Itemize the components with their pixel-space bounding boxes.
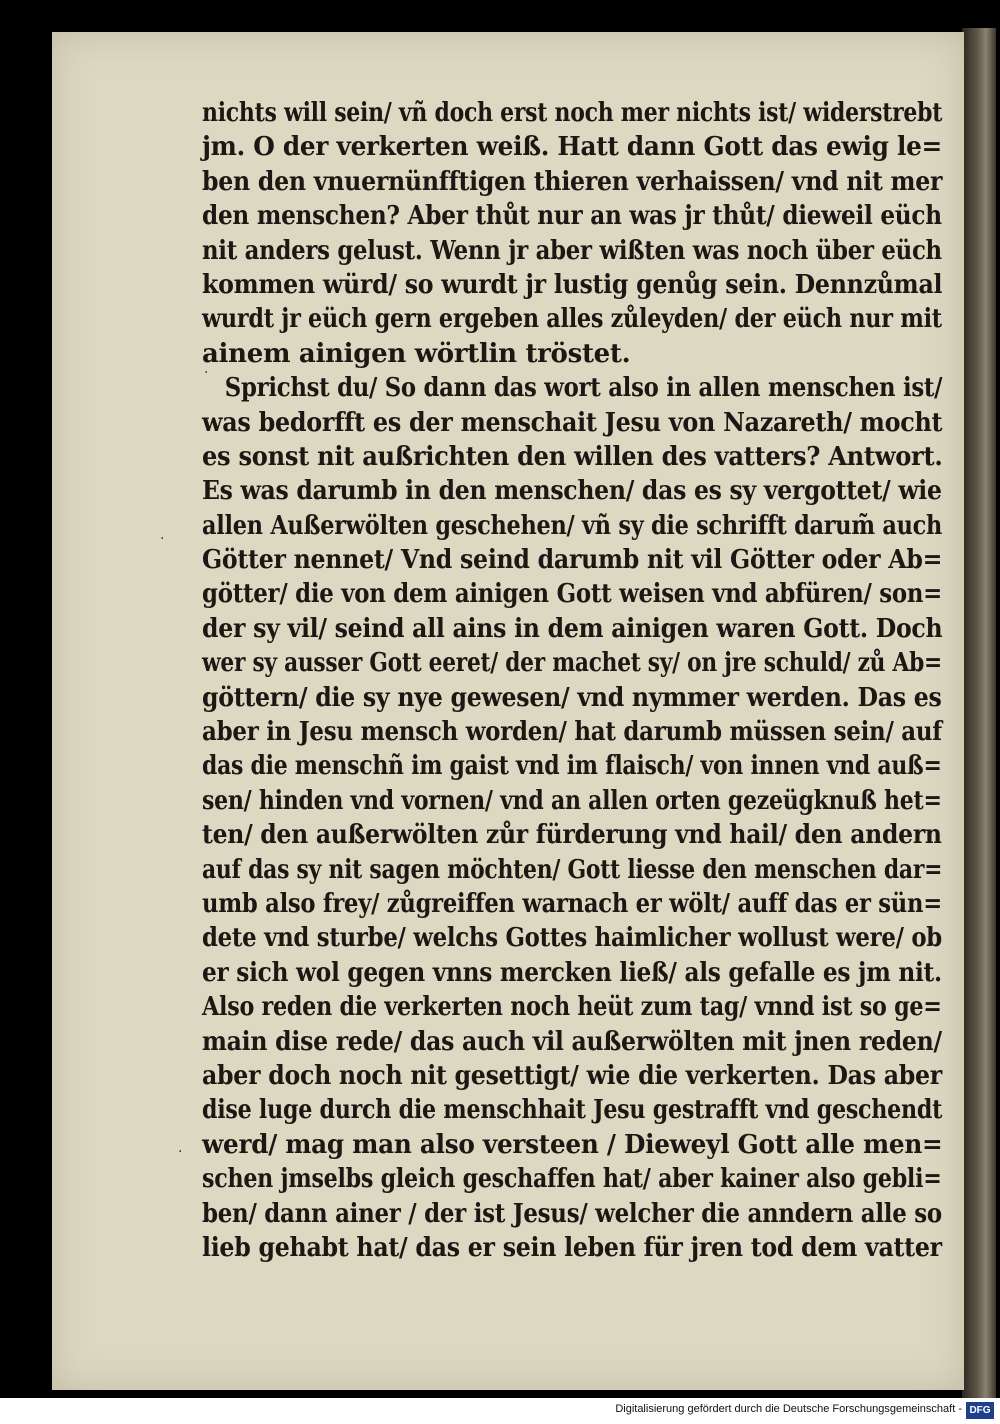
text-line: sen/ hinden vnd vornen/ vnd an allen orten gezeügknuß het= <box>202 785 942 816</box>
text-line: dise luge durch die menschhait Jesu gestrafft vnd geschendt <box>202 1095 943 1126</box>
text-line: schen jmselbs gleich geschaffen hat/ aber kainer also gebli= <box>202 1164 942 1195</box>
text-line: aber doch noch nit gesettigt/ wie die verkerten. Das aber <box>202 1060 942 1091</box>
text-line: allen Außerwölten geschehen/ vñ sy die schrifft darum̃ auch <box>202 510 943 541</box>
margin-dot: · <box>178 1144 183 1160</box>
text-line: wer sy ausser Gott eeret/ der machet sy/ on jre schuld/ zů Ab= <box>202 648 942 679</box>
dfg-logo: DFG <box>966 1402 994 1419</box>
text-line: lieb gehabt hat/ das er sein leben für jren tod dem vatter <box>202 1232 942 1263</box>
text-line: aber in Jesu mensch worden/ hat darumb müssen sein/ auf <box>202 717 942 748</box>
text-line: dete vnd sturbe/ welchs Gottes haimlicher wollust were/ ob <box>202 923 942 954</box>
text-line: göttern/ die sy nye gewesen/ vnd nymmer werden. Das es <box>202 682 942 713</box>
text-line: Es was darumb in den menschen/ das es sy vergottet/ wie <box>202 476 942 507</box>
margin-dot: · <box>204 365 209 381</box>
text-line: es sonst nit außrichten den willen des vatters? Antwort. <box>202 441 943 472</box>
book-gutter <box>962 28 996 1398</box>
text-line: ainem ainigen wörtlin tröstet. <box>202 338 631 369</box>
text-line: nichts will sein/ vñ doch erst noch mer nichts ist/ widerstrebt <box>202 98 943 128</box>
text-line: götter/ die von dem ainigen Gott weisen vnd abfüren/ son= <box>202 579 943 610</box>
book-page <box>52 32 964 1390</box>
text-line: werd/ mag man also versteen / Dieweyl Gott alle men= <box>202 1129 943 1160</box>
text-line: nit anders gelust. Wenn jr aber wißten was noch über eüch <box>202 235 942 266</box>
text-line: jm. O der verkerten weiß. Hatt dann Gott das ewig le= <box>202 132 943 163</box>
text-line: der sy vil/ seind all ains in dem ainigen waren Gott. Doch <box>202 613 943 644</box>
text-line: das die menschñ im gaist vnd im flaisch/ von innen vnd auß= <box>202 751 942 782</box>
margin-dot: · <box>160 531 165 547</box>
text-line: Götter nennet/ Vnd seind darumb nit vil Götter oder Ab= <box>202 545 943 576</box>
text-line: ten/ den außerwölten zůr fürderung vnd hail/ den andern <box>202 820 942 851</box>
text-line: den menschen? Aber thůt nur an was jr thůt/ dieweil eüch <box>202 201 942 232</box>
body-text <box>202 96 942 1265</box>
paragraph-start-line: Sprichst du/ So dann das wort also in allen menschen ist/ <box>224 373 943 404</box>
text-line: umb also frey/ zůgreiffen warnach er wölt/ auff das er sün= <box>202 888 942 919</box>
text-line: was bedorfft es der menschait Jesu von Nazareth/ mocht <box>202 407 943 438</box>
text-line: ben/ dann ainer / der ist Jesus/ welcher die anndern alle so <box>202 1198 942 1229</box>
text-line: wurdt jr eüch gern ergeben alles zůleyden/ der eüch nur mit <box>202 304 942 335</box>
text-line: er sich wol gegen vnns mercken ließ/ als gefalle es jm nit. <box>202 957 942 988</box>
text-line: ben den vnuernünfftigen thieren verhaissen/ vnd nit mer <box>202 166 943 197</box>
text-line: auf das sy nit sagen möchten/ Gott liesse den menschen dar= <box>202 854 943 885</box>
text-line: Also reden die verkerten noch heüt zum tag/ vnnd ist so ge= <box>202 992 942 1023</box>
text-line: main dise rede/ das auch vil außerwölten mit jnen reden/ <box>202 1026 942 1057</box>
footer-bar <box>0 1398 1000 1424</box>
text-line: kommen würd/ so wurdt jr lustig genůg sein. Dennzůmal <box>202 269 943 300</box>
funding-credit: Digitalisierung gefördert durch die Deutsche Forschungsgemeinschaft - <box>615 1403 962 1415</box>
